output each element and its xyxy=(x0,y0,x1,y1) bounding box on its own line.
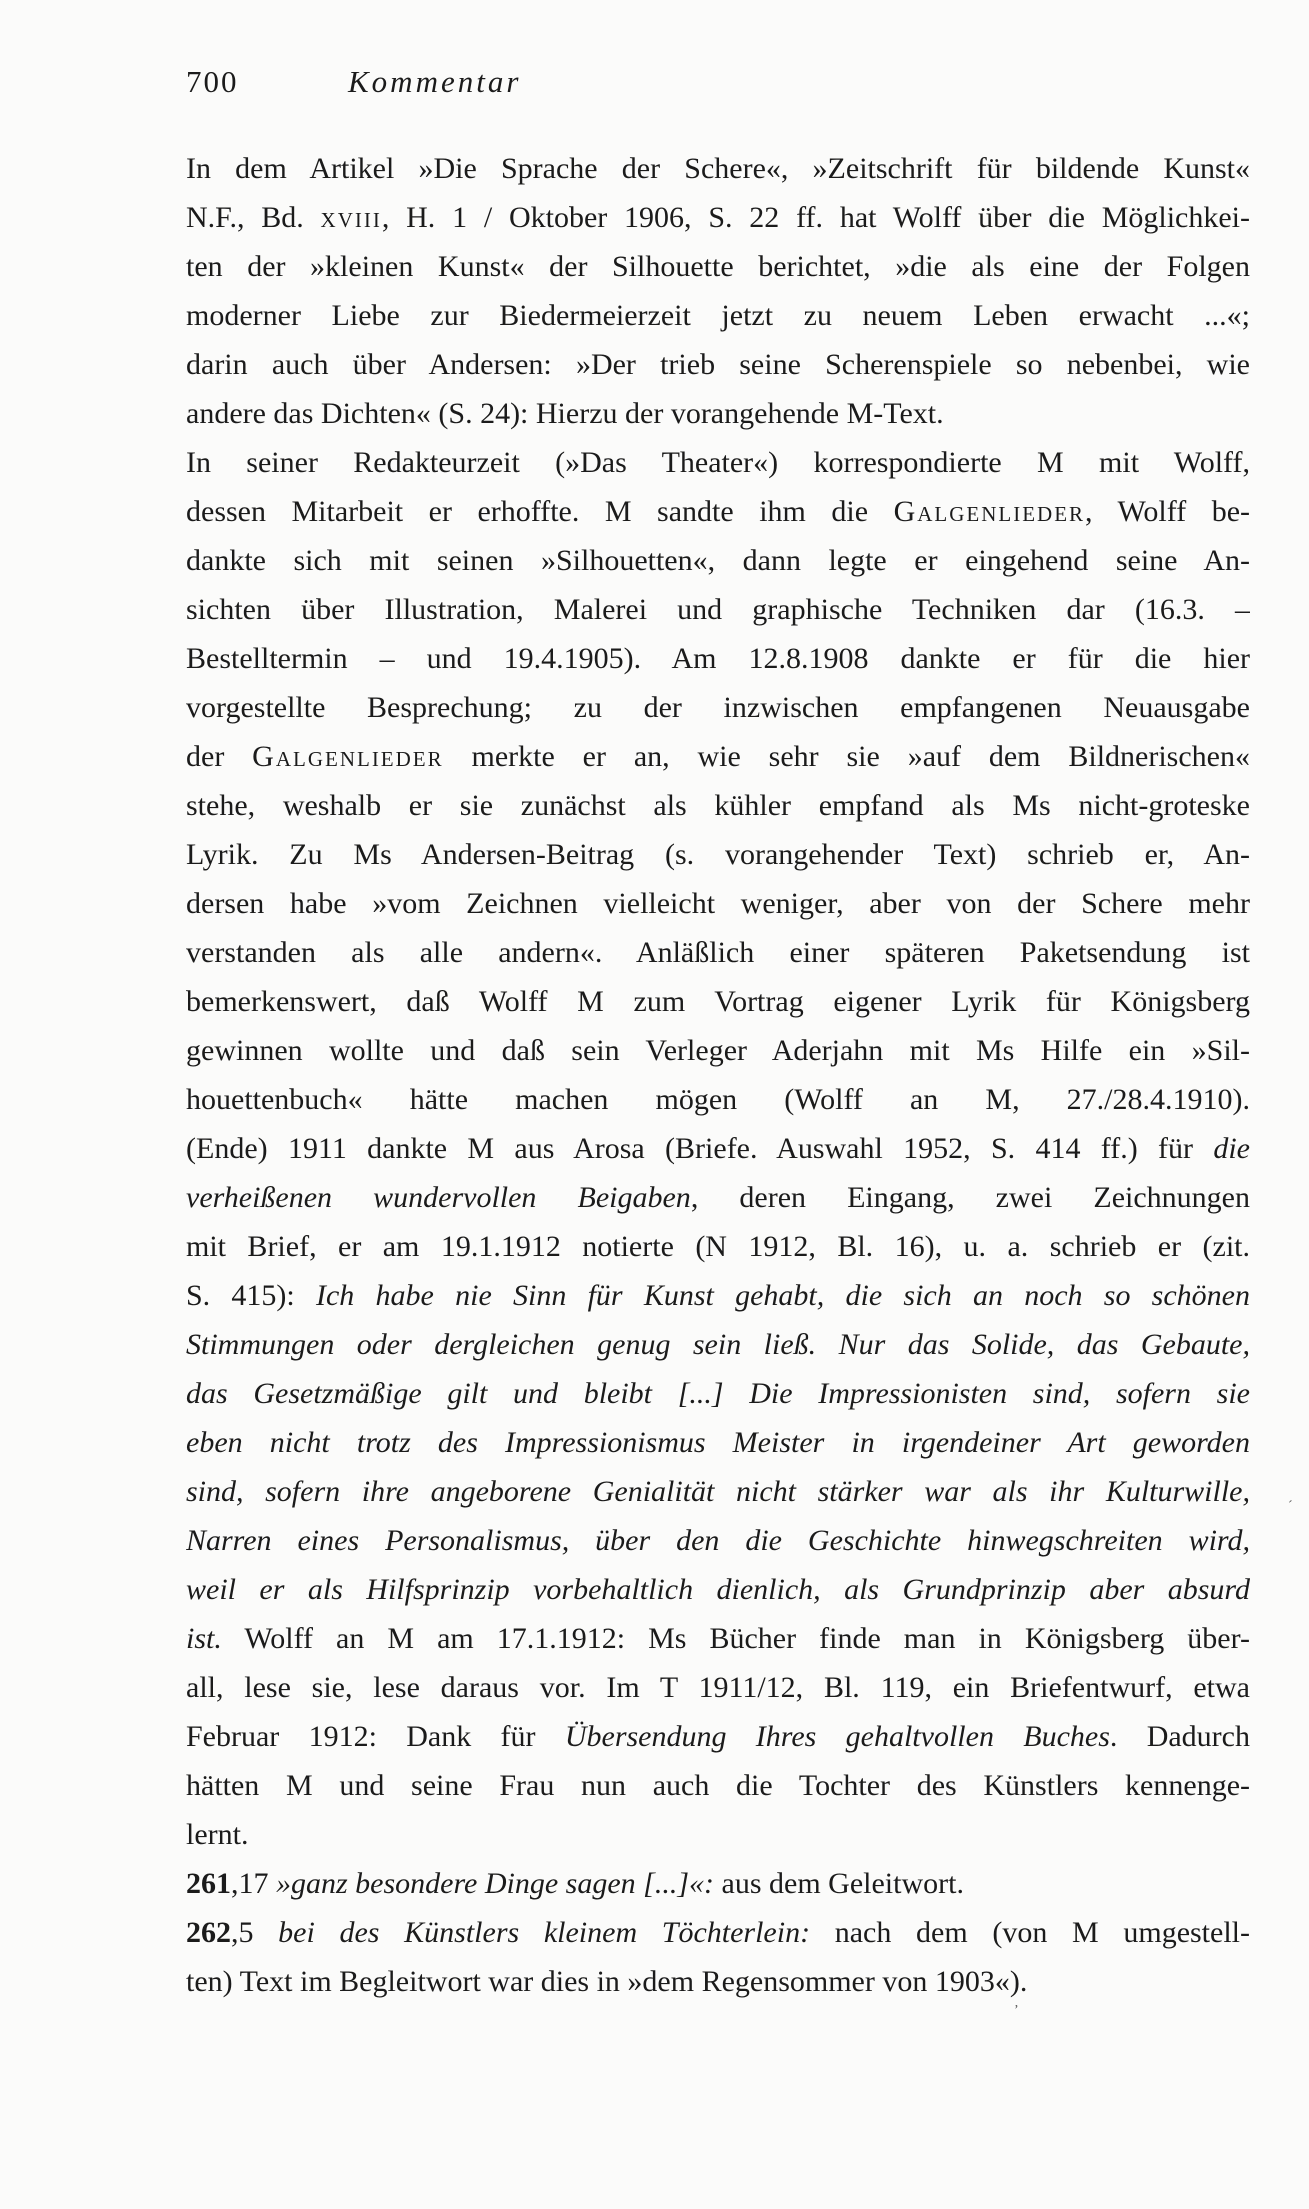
text-line xyxy=(186,781,1250,830)
text-segment-italic: weil er als Hilfsprinzip vorbehaltlich dienlich, als Grundprinzip aber absurd xyxy=(186,1573,1250,1606)
text-segment-roman: verstanden als alle andern«. Anläßlich einer späteren Paketsendung ist xyxy=(186,936,1250,969)
text-line xyxy=(186,1565,1250,1614)
text-segment-roman: aus dem Geleitwort. xyxy=(714,1867,964,1900)
text-line xyxy=(186,1663,1250,1712)
text-segment-roman: ,17 xyxy=(231,1867,276,1900)
text-segment-roman: gewinnen wollte und daß sein Verleger Aderjahn mit Ms Hilfe ein »Sil- xyxy=(186,1034,1250,1067)
text-segment-italic: die xyxy=(1213,1132,1250,1165)
text-line xyxy=(186,585,1250,634)
text-line xyxy=(186,1516,1250,1565)
text-segment-italic: verheißenen wundervollen Beigaben xyxy=(186,1181,691,1214)
text-segment-roman: sichten über Illustration, Malerei und graphische Techniken dar (16.3. – xyxy=(186,593,1250,626)
text-line xyxy=(186,1908,1250,1957)
text-line xyxy=(186,1712,1250,1761)
text-segment-roman: stehe, weshalb er sie zunächst als kühler empfand als Ms nicht-groteske xyxy=(186,789,1250,822)
text-segment-roman: In seiner Redakteurzeit (»Das Theater«) korrespondierte M mit Wolff, xyxy=(186,446,1250,479)
text-segment-roman: dankte sich mit seinen »Silhouetten«, dann legte er eingehend seine An- xyxy=(186,544,1250,577)
text-line xyxy=(186,1859,1250,1908)
text-segment-roman: lernt. xyxy=(186,1818,249,1851)
text-segment-smallcaps: xviii xyxy=(320,201,382,234)
text-line xyxy=(186,1467,1250,1516)
page-number: 700 xyxy=(186,64,239,99)
text-line xyxy=(186,1369,1250,1418)
text-segment-italic: Übersendung Ihres gehaltvollen Buches xyxy=(564,1720,1110,1753)
text-segment-italic: sind, sofern ihre angeborene Genialität nicht stärker war als ihr Kulturwille, xyxy=(186,1475,1250,1508)
text-segment-roman: N.F., Bd. xyxy=(186,201,321,234)
text-segment-roman: ,5 xyxy=(231,1916,279,1949)
text-line xyxy=(186,1075,1250,1124)
text-segment-italic: Ich habe nie Sinn für Kunst gehabt, die sich an noch so schönen xyxy=(316,1279,1250,1312)
text-segment-roman: , Wolff be- xyxy=(1085,495,1250,528)
text-line xyxy=(186,389,1250,438)
text-segment-roman: dessen Mitarbeit er erhoffte. M sandte ihm die xyxy=(186,495,894,528)
text-line xyxy=(186,1320,1250,1369)
text-segment-roman: S. 415): xyxy=(186,1279,316,1312)
text-line xyxy=(186,634,1250,683)
text-segment-smallcaps: Galgenlieder xyxy=(252,740,444,773)
text-line xyxy=(186,1614,1250,1663)
page-header xyxy=(186,62,1251,102)
text-segment-roman: moderner Liebe zur Biedermeierzeit jetzt zu neuem Leben erwacht ...«; xyxy=(186,299,1250,332)
text-segment-roman: dersen habe »vom Zeichnen vielleicht weniger, aber von der Schere mehr xyxy=(186,887,1250,920)
text-line xyxy=(186,1124,1250,1173)
text-segment-italic: Narren eines Personalismus, über den die Geschichte hinwegschreiten wird, xyxy=(186,1524,1250,1557)
text-segment-bold: 261 xyxy=(186,1867,231,1900)
text-line xyxy=(186,438,1250,487)
text-segment-italic: eben nicht trotz des Impressionismus Meister in irgendeiner Art geworden xyxy=(186,1426,1250,1459)
text-segment-roman: andere das Dichten« (S. 24): Hierzu der vorangehende M-Text. xyxy=(186,397,944,430)
text-line xyxy=(186,1173,1250,1222)
text-segment-bold: 262 xyxy=(186,1916,231,1949)
scan-artifact: ˊ xyxy=(1288,1499,1293,1514)
text-segment-italic: das Gesetzmäßige gilt und bleibt [...] Die Impressionisten sind, sofern sie xyxy=(186,1377,1250,1410)
text-line xyxy=(186,1418,1250,1467)
text-segment-roman: Februar 1912: Dank für xyxy=(186,1720,565,1753)
text-line xyxy=(186,830,1250,879)
text-segment-roman: (Ende) 1911 dankte M aus Arosa (Briefe. Auswahl 1952, S. 414 ff.) für xyxy=(186,1132,1214,1165)
scan-artifact: ʼ xyxy=(1014,2003,1019,2018)
text-line xyxy=(186,1957,1250,2006)
text-segment-roman: merkte er an, wie sehr sie »auf dem Bildnerischen« xyxy=(443,740,1250,773)
text-segment-roman: der xyxy=(186,740,253,773)
text-block xyxy=(186,144,1250,2006)
text-line xyxy=(186,242,1250,291)
text-line xyxy=(186,1026,1250,1075)
text-segment-smallcaps: Galgenlieder xyxy=(893,495,1086,528)
text-segment-roman: bemerkenswert, daß Wolff M zum Vortrag eigener Lyrik für Königsberg xyxy=(186,985,1250,1018)
text-segment-roman: all, lese sie, lese daraus vor. Im T 1911/12, Bl. 119, ein Briefentwurf, etwa xyxy=(186,1671,1250,1704)
text-segment-roman: darin auch über Andersen: »Der trieb seine Scherenspiele so nebenbei, wie xyxy=(186,348,1250,381)
text-segment-roman: , H. 1 / Oktober 1906, S. 22 ff. hat Wolff über die Möglichkei- xyxy=(381,201,1250,234)
text-line xyxy=(186,291,1250,340)
text-line xyxy=(186,536,1250,585)
running-head: Kommentar xyxy=(348,64,522,99)
text-segment-italic: bei des Künstlers kleinem Töchterlein: xyxy=(278,1916,811,1949)
text-segment-roman: vorgestellte Besprechung; zu der inzwischen empfangenen Neuausgabe xyxy=(186,691,1250,724)
text-line xyxy=(186,928,1250,977)
text-line xyxy=(186,487,1250,536)
text-line xyxy=(186,340,1250,389)
text-segment-italic: »ganz besondere Dinge sagen [...]«: xyxy=(276,1867,715,1900)
text-line xyxy=(186,1271,1250,1320)
text-line xyxy=(186,144,1250,193)
text-segment-roman: ten der »kleinen Kunst« der Silhouette berichtet, »die als eine der Folgen xyxy=(186,250,1250,283)
text-segment-roman: houettenbuch« hätte machen mögen (Wolff an M, 27./28.4.1910). xyxy=(186,1083,1250,1116)
text-segment-italic: ist. xyxy=(186,1622,222,1655)
text-line xyxy=(186,879,1250,928)
text-segment-roman: , deren Eingang, zwei Zeichnungen xyxy=(690,1181,1250,1214)
text-segment-roman: hätten M und seine Frau nun auch die Tochter des Künstlers kennenge- xyxy=(186,1769,1250,1802)
text-segment-roman: ten) Text im Begleitwort war dies in »dem Regensommer von 1903«). xyxy=(186,1965,1028,1998)
text-segment-roman: nach dem (von M umgestell- xyxy=(810,1916,1250,1949)
text-line xyxy=(186,193,1250,242)
text-line xyxy=(186,683,1250,732)
text-line xyxy=(186,1761,1250,1810)
text-line xyxy=(186,1222,1250,1271)
text-segment-roman: . Dadurch xyxy=(1109,1720,1250,1753)
text-segment-roman: Lyrik. Zu Ms Andersen-Beitrag (s. vorangehender Text) schrieb er, An- xyxy=(186,838,1250,871)
text-segment-roman: Wolff an M am 17.1.1912: Ms Bücher finde man in Königsberg über- xyxy=(221,1622,1250,1655)
text-segment-roman: mit Brief, er am 19.1.1912 notierte (N 1912, Bl. 16), u. a. schrieb er (zit. xyxy=(186,1230,1250,1263)
text-line xyxy=(186,732,1250,781)
text-segment-roman: Bestelltermin – und 19.4.1905). Am 12.8.1908 dankte er für die hier xyxy=(186,642,1250,675)
text-line xyxy=(186,1810,1250,1859)
text-segment-italic: Stimmungen oder dergleichen genug sein ließ. Nur das Solide, das Gebaute, xyxy=(186,1328,1250,1361)
text-segment-roman: In dem Artikel »Die Sprache der Schere«, »Zeitschrift für bildende Kunst« xyxy=(186,152,1250,185)
text-line xyxy=(186,977,1250,1026)
